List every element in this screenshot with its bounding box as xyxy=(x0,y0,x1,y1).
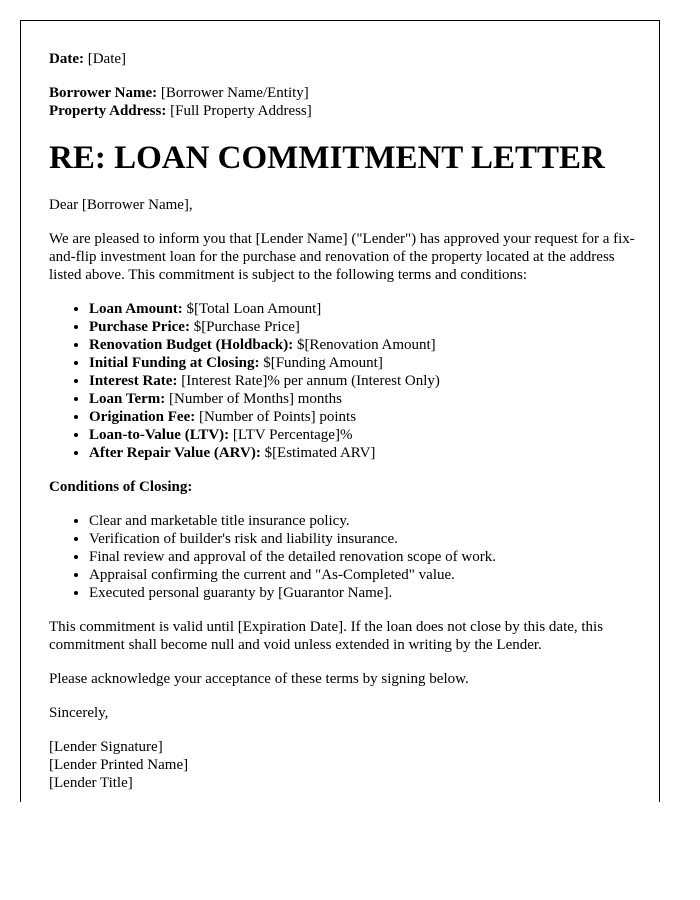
title-line: [Lender Title] xyxy=(49,775,133,791)
letter-page xyxy=(20,20,660,802)
term-item-origination-fee xyxy=(89,408,641,426)
term-label: After Repair Value (ARV): xyxy=(89,445,261,461)
intro-paragraph: We are pleased to inform you that [Lender Name] ("Lender") has approved your request for a fix-and-flip investment loan for the purchase and renovation of the property located at the address listed above. This commitment is subject to the following terms and conditions: xyxy=(49,231,635,283)
borrower-meta xyxy=(49,84,641,120)
term-label: Loan Amount: xyxy=(89,301,183,317)
address-line xyxy=(49,102,641,120)
letter-title: RE: LOAN COMMITMENT LETTER xyxy=(49,140,605,176)
signature-block xyxy=(49,738,641,792)
term-item-initial-funding xyxy=(89,354,641,372)
term-item-renovation-budget xyxy=(89,336,641,354)
acknowledge-paragraph: Please acknowledge your acceptance of these terms by signing below. xyxy=(49,671,469,687)
term-label: Interest Rate: xyxy=(89,373,178,389)
date-line xyxy=(49,50,641,68)
condition-item: • Verification of builder's risk and liability insurance. xyxy=(89,530,641,548)
letter-content xyxy=(49,50,641,792)
conditions-list xyxy=(49,512,641,602)
conditions-heading xyxy=(49,478,641,496)
term-label: Origination Fee: xyxy=(89,409,196,425)
condition-item: • Clear and marketable title insurance policy. xyxy=(89,512,641,530)
validity-paragraph: This commitment is valid until [Expiration Date]. If the loan does not close by this date, this commitment shall become null and void unless extended in writing by the Lender. xyxy=(49,619,604,653)
salutation: Dear [Borrower Name], xyxy=(49,197,193,213)
condition-item: • Executed personal guaranty by [Guarantor Name]. xyxy=(89,584,641,602)
term-value: $[Renovation Amount] xyxy=(293,337,436,353)
term-item-arv xyxy=(89,444,641,462)
address-value: [Full Property Address] xyxy=(166,103,312,119)
term-value: $[Funding Amount] xyxy=(259,355,383,371)
term-value: $[Estimated ARV] xyxy=(260,445,376,461)
address-label: Property Address: xyxy=(49,103,167,119)
signature-line: [Lender Signature] xyxy=(49,739,163,755)
date-value: [Date] xyxy=(83,51,127,67)
term-item-interest-rate xyxy=(89,372,641,390)
term-item-loan-term xyxy=(89,390,641,408)
printed-name-line: [Lender Printed Name] xyxy=(49,757,189,773)
term-value: [Interest Rate]% per annum (Interest Only) xyxy=(177,373,440,389)
conditions-heading-text: Conditions of Closing: xyxy=(49,479,193,495)
term-label: Loan-to-Value (LTV): xyxy=(89,427,230,443)
condition-item: • Final review and approval of the detailed renovation scope of work. xyxy=(89,548,641,566)
term-value: [LTV Percentage]% xyxy=(229,427,353,443)
term-value: $[Total Loan Amount] xyxy=(182,301,322,317)
term-value: [Number of Points] points xyxy=(195,409,357,425)
borrower-line xyxy=(49,84,641,102)
term-label: Initial Funding at Closing: xyxy=(89,355,260,371)
term-item-purchase-price xyxy=(89,318,641,336)
term-item-ltv xyxy=(89,426,641,444)
term-label: Loan Term: xyxy=(89,391,166,407)
term-item-loan-amount xyxy=(89,300,641,318)
term-value: $[Purchase Price] xyxy=(189,319,300,335)
term-label: Renovation Budget (Holdback): xyxy=(89,337,294,353)
term-value: [Number of Months] months xyxy=(165,391,342,407)
condition-item: • Appraisal confirming the current and "As-Completed" value. xyxy=(89,566,641,584)
term-label: Purchase Price: xyxy=(89,319,190,335)
closing: Sincerely, xyxy=(49,705,109,721)
borrower-value: [Borrower Name/Entity] xyxy=(157,85,309,101)
borrower-label: Borrower Name: xyxy=(49,85,158,101)
date-label: Date: xyxy=(49,51,84,67)
terms-list xyxy=(49,300,641,462)
